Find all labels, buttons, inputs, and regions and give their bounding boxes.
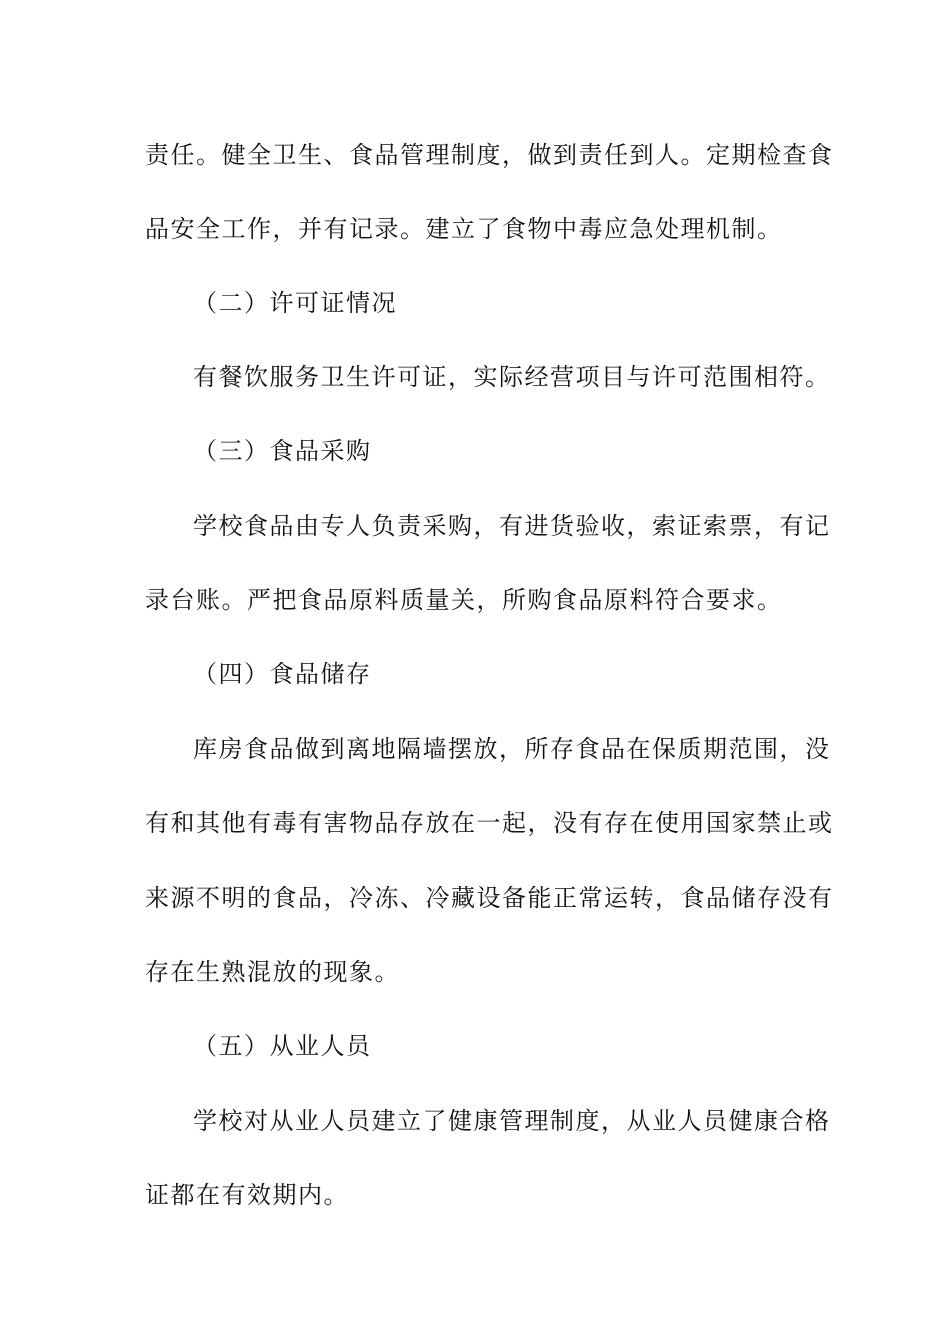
paragraph-line: 录台账。严把食品原料质量关，所购食品原料符合要求。 — [145, 586, 783, 614]
paragraph-line: 责任。健全卫生、食品管理制度，做到责任到人。定期检查食 — [145, 141, 834, 169]
paragraph-line: 学校对从业人员建立了健康管理制度，从业人员健康合格 — [193, 1107, 831, 1135]
paragraph-line: 存在生熟混放的现象。 — [145, 958, 400, 986]
section-heading: （五）从业人员 — [193, 1032, 372, 1060]
paragraph-line: 有餐饮服务卫生许可证，实际经营项目与许可范围相符。 — [193, 363, 831, 391]
paragraph-line: 学校食品由专人负责采购，有进货验收，索证索票，有记 — [193, 512, 831, 540]
section-heading: （三）食品采购 — [193, 437, 372, 465]
paragraph-line: 证都在有效期内。 — [145, 1181, 349, 1209]
paragraph-line: 有和其他有毒有害物品存放在一起，没有存在使用国家禁止或 — [145, 809, 834, 837]
paragraph-line: 库房食品做到离地隔墙摆放，所存食品在保质期范围，没 — [193, 735, 831, 763]
section-heading: （四）食品储存 — [193, 660, 372, 688]
paragraph-line: 品安全工作，并有记录。建立了食物中毒应急处理机制。 — [145, 215, 783, 243]
section-heading: （二）许可证情况 — [193, 289, 397, 317]
paragraph-line: 来源不明的食品，冷冻、冷藏设备能正常运转，食品储存没有 — [145, 884, 834, 912]
